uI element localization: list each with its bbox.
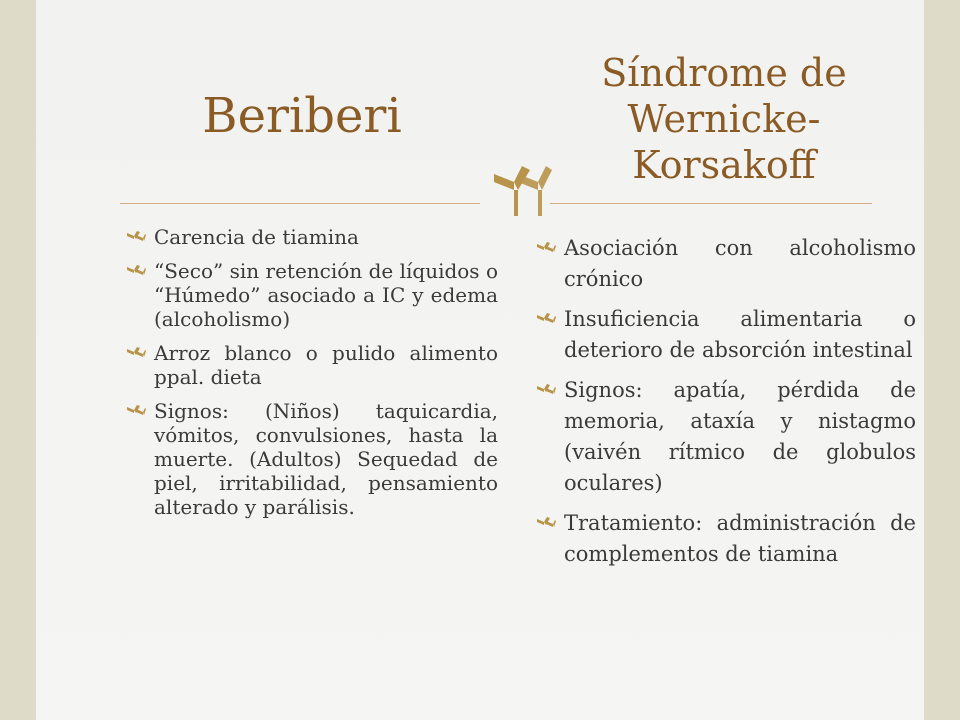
list-item [126, 399, 498, 519]
quill-bullet-icon [536, 241, 556, 255]
quill-bullet-icon [536, 312, 556, 326]
quill-bullet-icon [126, 404, 146, 418]
quill-bullet-icon [126, 264, 146, 278]
list-item-text: “Seco” sin retención de líquidos o “Húmedo” asociado a IC y edema (alcoholismo) [154, 259, 498, 331]
list-item [536, 304, 916, 366]
right-divider [550, 203, 872, 204]
wernicke-korsakoff-list [536, 233, 916, 579]
list-item [536, 375, 916, 499]
list-item-text: Carencia de tiamina [154, 225, 359, 249]
quill-bullet-icon [536, 383, 556, 397]
quill-bullet-icon [126, 346, 146, 360]
list-item-text: Insuficiencia alimentaria o deterioro de absorción intestinal [564, 307, 916, 362]
double-quill-ornament-icon [488, 160, 552, 220]
list-item [126, 259, 498, 331]
slide [36, 0, 924, 720]
list-item-text: Signos: (Niños) taquicardia, vómitos, convulsiones, hasta la muerte. (Adultos) Sequedad de piel, irritabilidad, pensamiento alterado y parálisis. [154, 399, 498, 519]
list-item-text: Signos: apatía, pérdida de memoria, ataxía y nistagmo (vaivén rítmico de globulos oculares) [564, 378, 916, 495]
quill-bullet-icon [126, 230, 146, 244]
list-item-text: Arroz blanco o pulido alimento ppal. dieta [154, 341, 498, 389]
beriberi-list [126, 225, 498, 529]
wernicke-korsakoff-title: Síndrome de Wernicke-Korsakoff [601, 51, 847, 187]
list-item [126, 341, 498, 389]
list-item-text: Tratamiento: administración de complementos de tiamina [564, 511, 916, 566]
quill-bullet-icon [536, 516, 556, 530]
list-item [536, 508, 916, 570]
beriberi-title: Beriberi [202, 88, 402, 144]
list-item [126, 225, 498, 249]
left-divider [120, 203, 480, 204]
list-item-text: Asociación con alcoholismo crónico [564, 236, 916, 291]
list-item [536, 233, 916, 295]
